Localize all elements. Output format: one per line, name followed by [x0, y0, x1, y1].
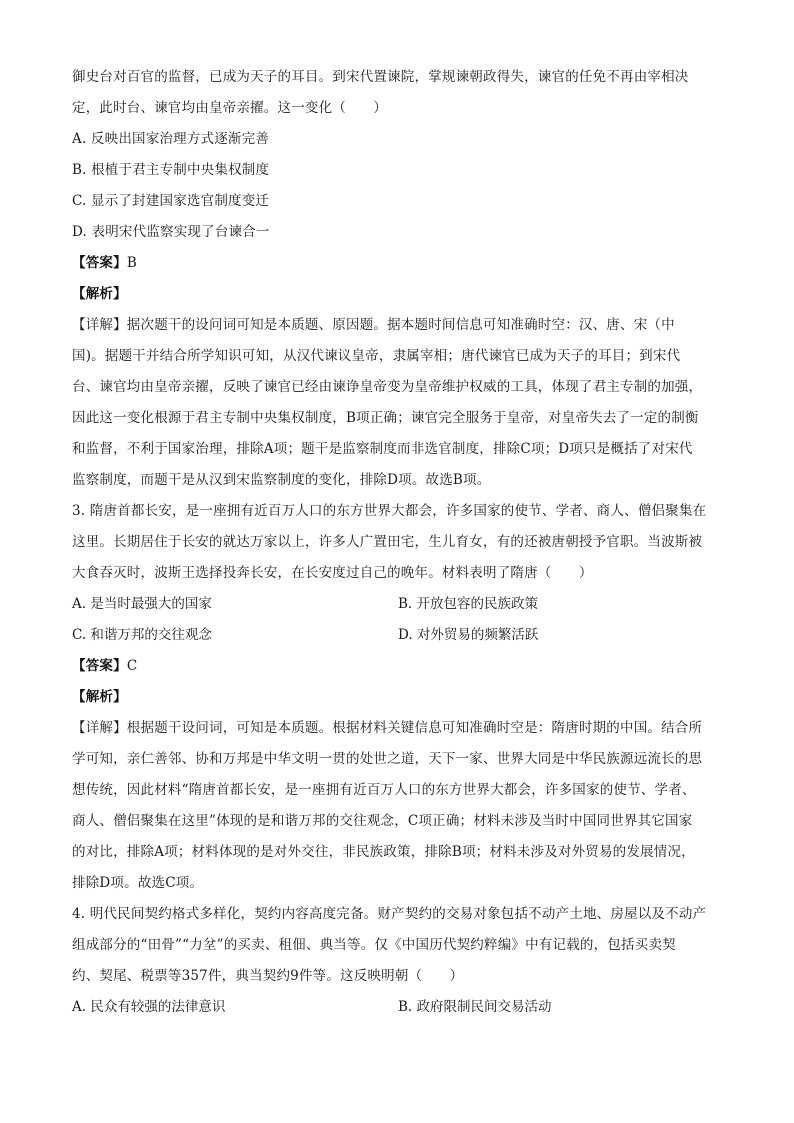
- answer-line: [72, 248, 722, 279]
- stem-line: 约、契尾、税票等357件，典当契约9件等。这反映明朝（ ）: [72, 968, 464, 984]
- detail-line: 【详解】根据题干设问词，可知是本质题。根据材料关键信息可知准确时空是：隋唐时期的中国。结合所: [72, 720, 703, 736]
- question-2-detail: [72, 310, 722, 496]
- answer-value: C: [126, 658, 138, 674]
- detail-line: 台、谏官均由皇帝亲擢，反映了谏官已经由谏诤皇帝变为皇帝维护权威的工具，体现了君主专制的加强，: [72, 379, 703, 395]
- option-d: D. 表明宋代监察实现了台谏合一: [72, 224, 270, 240]
- analysis-label: 【解析】: [72, 286, 127, 302]
- question-3-stem: [72, 496, 722, 589]
- option-b: B. 政府限制民间交易活动: [398, 999, 552, 1015]
- stem-line: 这里。长期居住于长安的就达万家以上，许多人广置田宅，生儿育女，有的还被唐朝授予官职。当波斯被: [72, 534, 703, 550]
- detail-line: 监察制度，而题干是从汉到宋监察制度的变化，排除D项。故选B项。: [72, 472, 491, 488]
- answer-value: B: [126, 255, 137, 271]
- option-row: [72, 589, 722, 620]
- option-row: [72, 992, 722, 1023]
- analysis-label: 【解析】: [72, 689, 127, 705]
- detail-line: 的对比，排除A项；材料体现的是对外交往，非民族政策，排除B项；材料未涉及对外贸易的发展情况，: [72, 844, 695, 860]
- answer-line: [72, 651, 722, 682]
- stem-line: 大食吞灭时，波斯王选择投奔长安，在长安度过自己的晚年。材料表明了隋唐（ ）: [72, 565, 593, 581]
- option-d: D. 对外贸易的频繁活跃: [398, 627, 539, 643]
- option-a: A. 是当时最强大的国家: [72, 596, 212, 612]
- option-c: C. 显示了封建国家选官制度变迁: [72, 193, 270, 209]
- analysis-line: [72, 682, 722, 713]
- detail-line: 和监督，不利于国家治理，排除A项；题干是监察制度而非选官制度，排除C项；D项只是概括了对宋代: [72, 441, 693, 457]
- question-3-options: [72, 589, 722, 651]
- question-4-stem: [72, 899, 722, 992]
- option-c: C. 和谐万邦的交往观念: [72, 627, 212, 643]
- option-a: A. 反映出国家治理方式逐渐完善: [72, 131, 270, 147]
- option-b: B. 根植于君主专制中央集权制度: [72, 162, 270, 178]
- detail-line: 商人、僧侣聚集在这里”体现的是和谐万邦的交往观念，C项正确；材料未涉及当时中国同世界其它国家: [72, 813, 693, 829]
- detail-line: 排除D项。故选C项。: [72, 875, 204, 891]
- stem-line: 4. 明代民间契约格式多样化，契约内容高度完备。财产契约的交易对象包括不动产土地、房屋以及不动产: [72, 906, 707, 922]
- detail-line: 【详解】据次题干的设问词可知是本质题、原因题。据本题时间信息可知准确时空：汉、唐、宋（中: [72, 317, 675, 333]
- detail-line: 想传统，因此材料“隋唐首都长安，是一座拥有近百万人口的东方世界大都会，许多国家的使节、学者、: [72, 782, 696, 798]
- detail-line: 国)。据题干并结合所学知识可知，从汉代谏议皇帝，隶属宰相；唐代谏官已成为天子的耳目；到宋代: [72, 348, 681, 364]
- detail-line: 因此这一变化根源于君主专制中央集权制度，B项正确；谏官完全服务于皇帝，对皇帝失去了一定的制衡: [72, 410, 699, 426]
- stem-line: 定，此时台、谏官均由皇帝亲擢。这一变化（ ）: [72, 100, 388, 116]
- document-page: [72, 62, 722, 1023]
- stem-line: 御史台对百官的监督，已成为天子的耳目。到宋代置谏院，掌规谏朝政得失，谏官的任免不再由宰相决: [72, 69, 689, 85]
- question-2-stem: [72, 62, 722, 124]
- answer-label: 【答案】: [72, 255, 127, 271]
- analysis-line: [72, 279, 722, 310]
- option-row: [72, 620, 722, 651]
- question-3-detail: [72, 713, 722, 899]
- option-a: A. 民众有较强的法律意识: [72, 999, 226, 1015]
- option-b: B. 开放包容的民族政策: [398, 596, 539, 612]
- stem-line: 3. 隋唐首都长安，是一座拥有近百万人口的东方世界大都会，许多国家的使节、学者、商人、僧侣聚集在: [72, 503, 707, 519]
- question-2-options: [72, 124, 722, 248]
- detail-line: 学可知，亲仁善邻、协和万邦是中华文明一贯的处世之道，天下一家、世界大同是中华民族源远流长的思: [72, 751, 703, 767]
- answer-label: 【答案】: [72, 658, 127, 674]
- question-4-options: [72, 992, 722, 1023]
- stem-line: 组成部分的“田骨”“力坌”的买卖、租佃、典当等。仅《中国历代契约粹编》中有记载的，包括买卖契: [72, 937, 676, 953]
